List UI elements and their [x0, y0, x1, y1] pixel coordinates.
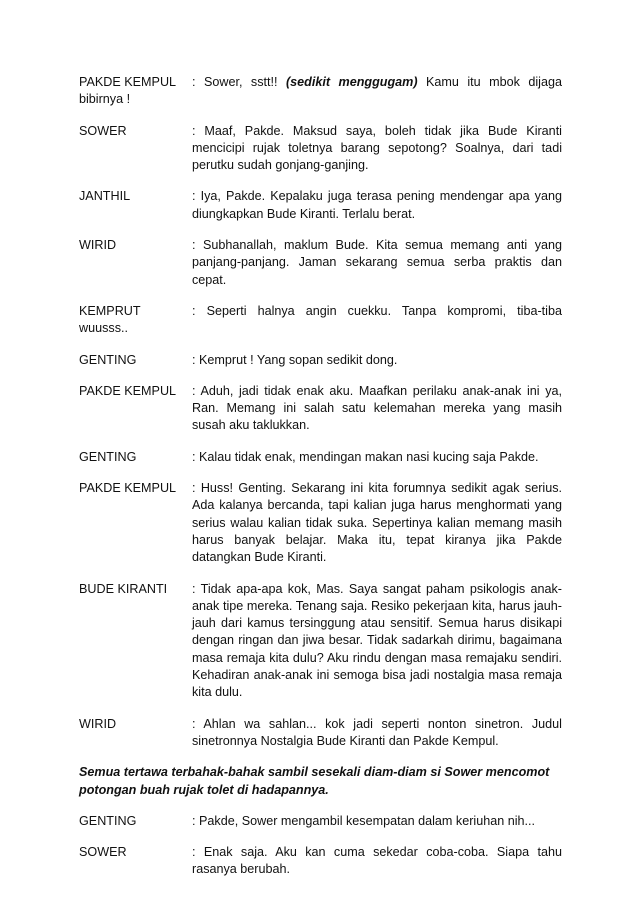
speaker-name: PAKDE KEMPUL: [79, 75, 177, 89]
dialogue-line: : Seperti halnya angin cuekku. Tanpa kompromi, tiba-tiba: [192, 303, 562, 318]
speaker-name: SOWER: [79, 845, 127, 860]
dialogue-row: [79, 74, 562, 109]
dialogue-line: : Huss! Genting. Sekarang ini kita forumnya sedikit agak serius. Ada kalanya bercanda, tapi kalian juga harus menghormati yang serius walau kalian tidak suka. Sepertinya kalian memang masih harus banyak belajar. Maka itu, tepat kiranya jika Pakde datangkan Bude Kiranti.: [192, 481, 562, 565]
dialogue-line: : Iya, Pakde. Kepalaku juga terasa pening mendengar apa yang diungkapkan Bude Kiranti. Terlalu berat.: [192, 189, 562, 221]
speaker-name: PAKDE KEMPUL: [79, 481, 177, 496]
dialogue-line: : Maaf, Pakde. Maksud saya, boleh tidak jika Bude Kiranti mencicipi rujak toletnya barang sepotong? Soalnya, dari tadi perutku sudah gonjang-ganjing.: [192, 123, 562, 173]
dialogue-row: [79, 383, 562, 435]
dialogue-line: : Ahlan wa sahlan... kok jadi seperti nonton sinetron. Judul sinetronnya Nostalgia Bude Kiranti dan Pakde Kempul.: [192, 716, 562, 748]
dialogue-row: [79, 480, 562, 566]
speaker-name: BUDE KIRANTI: [79, 581, 168, 596]
speaker-name: WIRID: [79, 716, 117, 731]
dialogue-row: [79, 716, 562, 751]
speaker-name: PAKDE KEMPUL: [79, 383, 177, 398]
speaker-name: SOWER: [79, 123, 127, 138]
dialogue-row: [79, 581, 562, 702]
speaker-name-continuation: bibirnya !: [79, 92, 131, 107]
dialogue-row: [79, 123, 562, 175]
dialogue-line: : Kalau tidak enak, mendingan makan nasi kucing saja Pakde.: [192, 449, 539, 464]
play-script: [79, 74, 562, 893]
dialogue-row: [79, 188, 562, 223]
speaker-name: WIRID: [79, 238, 117, 253]
dialogue-row: [79, 813, 562, 830]
dialogue-line: : Kemprut ! Yang sopan sedikit dong.: [192, 352, 398, 367]
dialogue-line: : Pakde, Sower mengambil kesempatan dalam keriuhan nih...: [192, 813, 536, 828]
dialogue-text: Kamu itu mbok dijaga: [417, 75, 562, 89]
stage-note: (sedikit menggugam): [285, 75, 418, 89]
speaker-name: GENTING: [79, 352, 137, 367]
speaker-name-continuation: wuusss..: [79, 321, 128, 336]
dialogue-line: : Aduh, jadi tidak enak aku. Maafkan perilaku anak-anak ini ya, Ran. Memang ini salah satu kelemahan mereka yang masih susah aku taklukkan.: [192, 383, 562, 433]
dialogue-row: [79, 352, 562, 369]
dialogue-row: [79, 237, 562, 289]
dialogue-line: [192, 74, 562, 109]
dialogue-line: : Tidak apa-apa kok, Mas. Saya sangat paham psikologis anak-anak tipe mereka. Tenang saja. Resiko pekerjaan kita, harus jauh-jauh dari kamus tersinggung atau sensitif. Semua harus disikapi dengan ringan dan jiwa besar. Tidak sadarkah dirimu, bagaimana masa remaja kita dulu? Aku rindu dengan masa remajaku sendiri. Kehadiran anak-anak ini semoga bisa jadi nostalgia masa remaja kita dulu.: [192, 581, 562, 700]
dialogue-line: : Enak saja. Aku kan cuma sekedar coba-coba. Siapa tahu rasanya berubah.: [192, 845, 562, 877]
dialogue-row: [79, 303, 562, 338]
dialogue-text: : Sower, sstt!!: [192, 75, 286, 89]
speaker-name: JANTHIL: [79, 189, 131, 204]
speaker-name: GENTING: [79, 813, 137, 828]
dialogue-row: [79, 844, 562, 879]
speaker-name: KEMPRUT: [79, 303, 141, 318]
dialogue-line: : Subhanallah, maklum Bude. Kita semua memang anti yang panjang-panjang. Jaman sekarang semua serba praktis dan cepat.: [192, 238, 562, 287]
speaker-name: GENTING: [79, 449, 137, 464]
dialogue-row: [79, 449, 562, 466]
stage-direction: Semua tertawa terbahak-bahak sambil sesekali diam-diam si Sower mencomot potongan buah rujak tolet di hadapannya.: [79, 765, 550, 797]
